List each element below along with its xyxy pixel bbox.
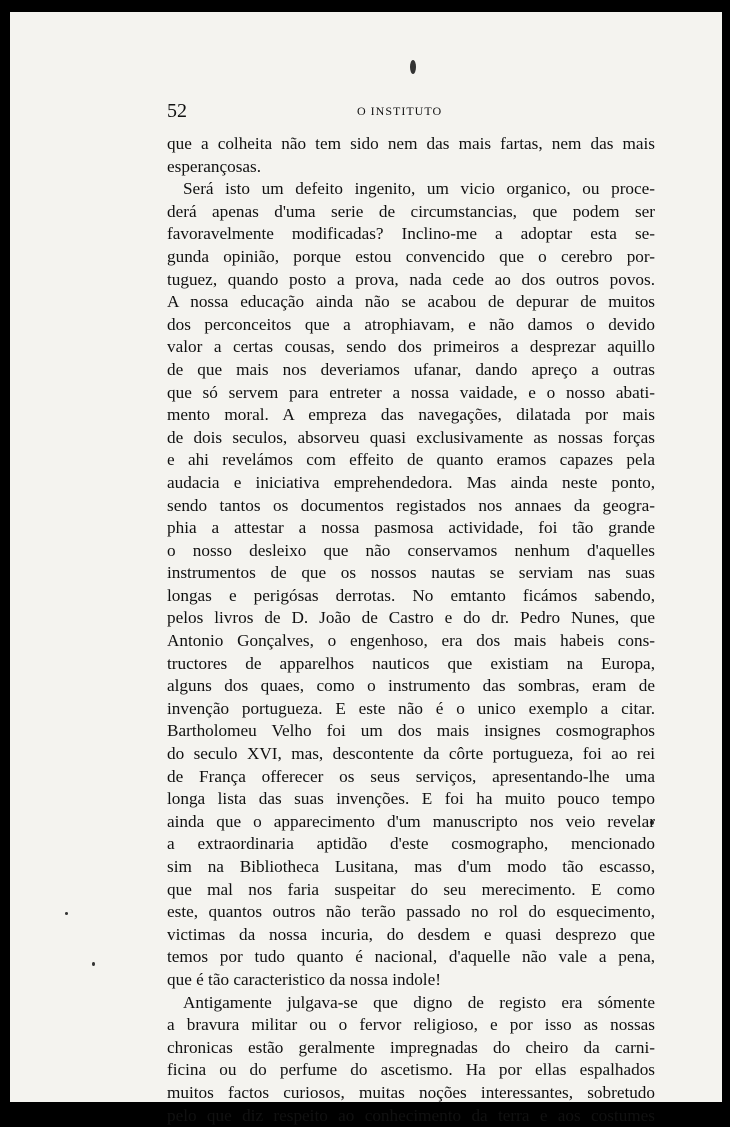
ink-speck xyxy=(65,912,68,915)
text-line: a bravura militar ou o fervor religioso, e por isso as nossas xyxy=(167,1015,655,1035)
text-line: alguns dos quaes, como o instrumento das sombras, eram de xyxy=(167,676,655,696)
text-line: mento moral. A empreza das navegações, dilatada por mais xyxy=(167,405,655,425)
text-line: pelo que diz respeito ao conhecimento da terra e aos costumes xyxy=(167,1105,655,1125)
text-line: que mal nos faria suspeitar do seu merecimento. E como xyxy=(167,879,655,899)
text-line: instrumentos de que os nossos nautas se serviam nas suas xyxy=(167,563,655,583)
text-line: longa lista das suas invenções. E foi ha muito pouco tempo xyxy=(167,789,655,809)
text-line: invenção portugueza. E este não é o unico exemplo a citar. xyxy=(167,698,655,718)
text-line: Será isto um defeito ingenito, um vicio organico, ou proce- xyxy=(183,179,655,199)
text-line: do seculo XVI, mas, descontente da côrte portugueza, foi ao rei xyxy=(167,744,655,764)
text-line: de França offerecer os seus serviços, apresentando-lhe uma xyxy=(167,766,655,786)
text-line: gunda opinião, porque estou convencido que o cerebro por- xyxy=(167,246,655,266)
text-line: valor a certas cousas, sendo dos primeiros a desprezar aquillo xyxy=(167,337,655,357)
text-line: dos perconceitos que a atrophiavam, e não damos o devido xyxy=(167,314,655,334)
text-line: derá apenas d'uma serie de circumstancias, que podem ser xyxy=(167,201,655,221)
text-line: a extraordinaria aptidão d'este cosmographo, mencionado xyxy=(167,834,655,854)
text-line: Antigamente julgava-se que digno de registo era sómente xyxy=(183,992,655,1012)
text-line: este, quantos outros não terão passado no rol do esquecimento, xyxy=(167,902,655,922)
text-line: favoravelmente modificadas? Inclino-me a adoptar esta se- xyxy=(167,224,655,244)
text-line: o nosso desleixo que não conservamos nenhum d'aquelles xyxy=(167,540,655,560)
text-line: muitos factos curiosos, muitas noções interessantes, sobretudo xyxy=(167,1082,655,1102)
text-line: que é tão caracteristico da nossa indole! xyxy=(167,969,441,989)
text-line: que só servem para entreter a nossa vaidade, e o nosso abati- xyxy=(167,382,655,402)
text-line: A nossa educação ainda não se acabou de depurar de muitos xyxy=(167,292,655,312)
text-line: pelos livros de D. João de Castro e do dr. Pedro Nunes, que xyxy=(167,608,655,628)
text-line: sendo tantos os documentos registados nos annaes da geogra- xyxy=(167,495,655,515)
text-line: esperançosas. xyxy=(167,156,262,176)
text-line: ainda que o apparecimento d'um manuscripto nos veio revelar xyxy=(167,811,655,831)
ink-speck xyxy=(410,60,416,74)
body-text xyxy=(167,133,655,1127)
text-line: phia a attestar a nossa pasmosa actividade, foi tão grande xyxy=(167,518,655,538)
text-line: sim na Bibliotheca Lusitana, mas d'um modo tão escasso, xyxy=(167,857,655,876)
text-line: temos por tudo quanto é nacional, d'aquelle não vale a pena, xyxy=(167,947,655,967)
text-line: Bartholomeu Velho foi um dos mais insignes cosmographos xyxy=(167,721,655,741)
running-head: O INSTITUTO xyxy=(357,104,443,118)
text-line: tuguez, quando posto a prova, nada cede ao dos outros povos. xyxy=(167,269,655,289)
page-header xyxy=(167,100,655,124)
text-line: Antonio Gonçalves, o engenhoso, era dos mais habeis cons- xyxy=(167,631,655,651)
text-line: que a colheita não tem sido nem das mais fartas, nem das mais xyxy=(167,134,655,153)
book-page xyxy=(10,12,722,1125)
text-line: longas e perigósas derrotas. No emtanto ficámos sabendo, xyxy=(167,585,655,605)
text-line: audacia e iniciativa emprehendedora. Mas ainda neste ponto, xyxy=(167,472,655,492)
text-line: e ahi revelámos com effeito de quanto eramos capazes pela xyxy=(167,450,655,470)
ink-speck xyxy=(92,962,95,966)
text-line: ficina ou do perfume do ascetismo. Ha por ellas espalhados xyxy=(167,1060,655,1080)
text-line: chronicas estão geralmente impregnadas do cheiro da carni- xyxy=(167,1037,655,1057)
text-line: victimas da nossa incuria, do desdem e quasi desprezo que xyxy=(167,924,655,944)
page-number: 52 xyxy=(167,100,187,122)
text-line: de dois seculos, absorveu quasi exclusivamente as nossas forças xyxy=(167,427,655,447)
text-line: tructores de apparelhos nauticos que existiam na Europa, xyxy=(167,653,655,673)
text-line: de que mais nos deveriamos ufanar, dando apreço a outras xyxy=(167,359,655,379)
